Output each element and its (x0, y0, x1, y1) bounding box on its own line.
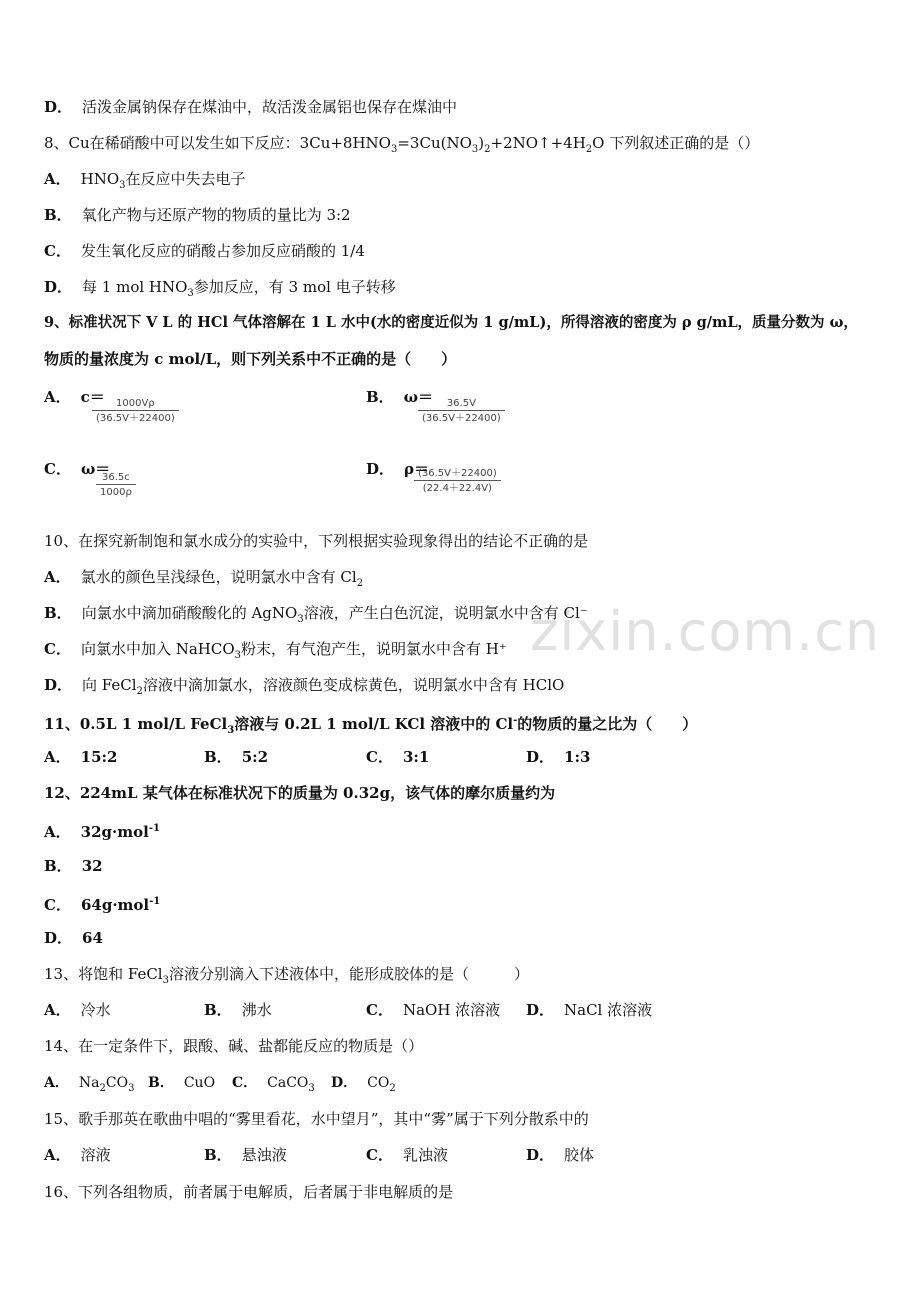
q13-option-b: B． 沸水 (204, 1001, 272, 1019)
q8-option-d: D． 每 1 mol $HNO_3$参加反应，有 3 mol 电子转移 (44, 278, 396, 299)
q15-option-d: D． 胶体 (526, 1146, 595, 1164)
q11-option-b: B． 5:2 (204, 748, 269, 766)
q11-option-a: A． 15:2 (44, 748, 118, 766)
q14-option-c: C． CaCO$_3$ (232, 1075, 315, 1094)
q10-option-c: C． 向氯水中加入 NaHCO$_3$粉末，有气泡产生，说明氯水中含有 H⁺ (44, 640, 507, 661)
q10-option-d: D． 向 FeCl$_2$溶液中滴加氯水，溶液颜色变成棕黄色，说明氯水中含有 HClO (44, 676, 565, 697)
q12-stem: 12、224mL 某气体在标准状况下的质量为 0.32g，该气体的摩尔质量约为 (44, 784, 556, 802)
q14-option-b: B． CuO (148, 1075, 216, 1091)
q15-option-b: B． 悬浊液 (204, 1146, 287, 1164)
q13-option-a: A． 冷水 (44, 1001, 111, 1019)
q9-option-b: B． ω＝ (366, 388, 433, 406)
watermark: zixin.com.cn (530, 600, 881, 663)
q14-stem: 14、在一定条件下，跟酸、碱、盐都能反应的物质是（） (44, 1037, 424, 1055)
q12-option-d: D． 64 (44, 929, 103, 947)
q10-option-a: A． 氯水的颜色呈浅绿色，说明氯水中含有 $Cl_2$ (44, 568, 364, 589)
q13-option-d: D． NaCl 浓溶液 (526, 1001, 653, 1019)
q10-stem: 10、在探究新制饱和氯水成分的实验中，下列根据实验现象得出的结论不正确的是 (44, 532, 589, 550)
q12-option-c: C． 64g·mol$^{-1}$ (44, 896, 161, 914)
q9-option-a-fraction: $\frac{1000V\rho}{(36.5V+22400)}$ (92, 398, 179, 425)
q9-option-d-fraction: $\frac{(36.5V+22400)}{(22.4+22.4V)}$ (414, 468, 501, 495)
q9-stem-line2: 物质的量浓度为 c mol/L，则下列关系中不正确的是（ ） (44, 350, 457, 368)
q8-option-b: B． 氧化产物与还原产物的物质的量比为 3:2 (44, 206, 351, 224)
q15-option-a: A． 溶液 (44, 1146, 111, 1164)
q9-option-c-fraction: $\frac{36.5c}{1000\rho}$ (96, 472, 136, 499)
q12-option-a: A． 32g·mol$^{-1}$ (44, 823, 160, 841)
q7-option-d: D． 活泼金属钠保存在煤油中，故活泼金属铝也保存在煤油中 (44, 98, 458, 116)
q11-option-c: C． 3:1 (366, 748, 430, 766)
q12-option-b: B． 32 (44, 857, 103, 875)
q13-option-c: C． NaOH 浓溶液 (366, 1001, 501, 1019)
q11-option-d: D． 1:3 (526, 748, 591, 766)
q14-option-a: A． $Na_2CO_3$ (44, 1075, 135, 1094)
q9-option-d: D． ρ＝ (366, 460, 429, 478)
q9-stem-line1: 9、标准状况下 V L 的 HCl 气体溶解在 1 L 水中(水的密度近似为 1 g/mL)，所得溶液的密度为 ρ g/mL，质量分数为 ω， (44, 314, 858, 331)
q9-option-a: A． c＝ (44, 388, 105, 406)
q8-option-a: A． $HNO_3$在反应中失去电子 (44, 170, 246, 191)
q8-option-c: C． 发生氧化反应的硝酸占参加反应硝酸的 1/4 (44, 242, 365, 260)
q13-stem: 13、将饱和 FeCl$_3$溶液分别滴入下述液体中，能形成胶体的是（ ） (44, 965, 529, 986)
q15-option-c: C． 乳浊液 (366, 1146, 448, 1164)
q16-stem: 16、下列各组物质，前者属于电解质，后者属于非电解质的是 (44, 1183, 454, 1201)
q15-stem: 15、歌手那英在歌曲中唱的“雾里看花，水中望月”，其中“雾”属于下列分散系中的 (44, 1110, 589, 1128)
q9-option-c: C． ω＝ (44, 460, 111, 478)
q8-stem: 8、Cu在稀硝酸中可以发生如下反应：$3Cu+8HNO_3=3Cu(NO_3)_2+2NO↑+4H_2O$ 下列叙述正确的是（） (44, 134, 760, 155)
q11-stem: 11、0.5L 1 mol/L FeCl$_3$溶液与 0.2L 1 mol/L KCl 溶液中的 Cl-的物质的量之比为（ ） (44, 715, 698, 736)
q14-option-d: D． $CO_2$ (331, 1075, 396, 1094)
q9-option-b-fraction: $\frac{36.5V}{(36.5V+22400)}$ (418, 398, 505, 425)
q10-option-b: B． 向氯水中滴加硝酸酸化的 AgNO$_3$溶液，产生白色沉淀，说明氯水中含有 Cl⁻ (44, 604, 588, 625)
